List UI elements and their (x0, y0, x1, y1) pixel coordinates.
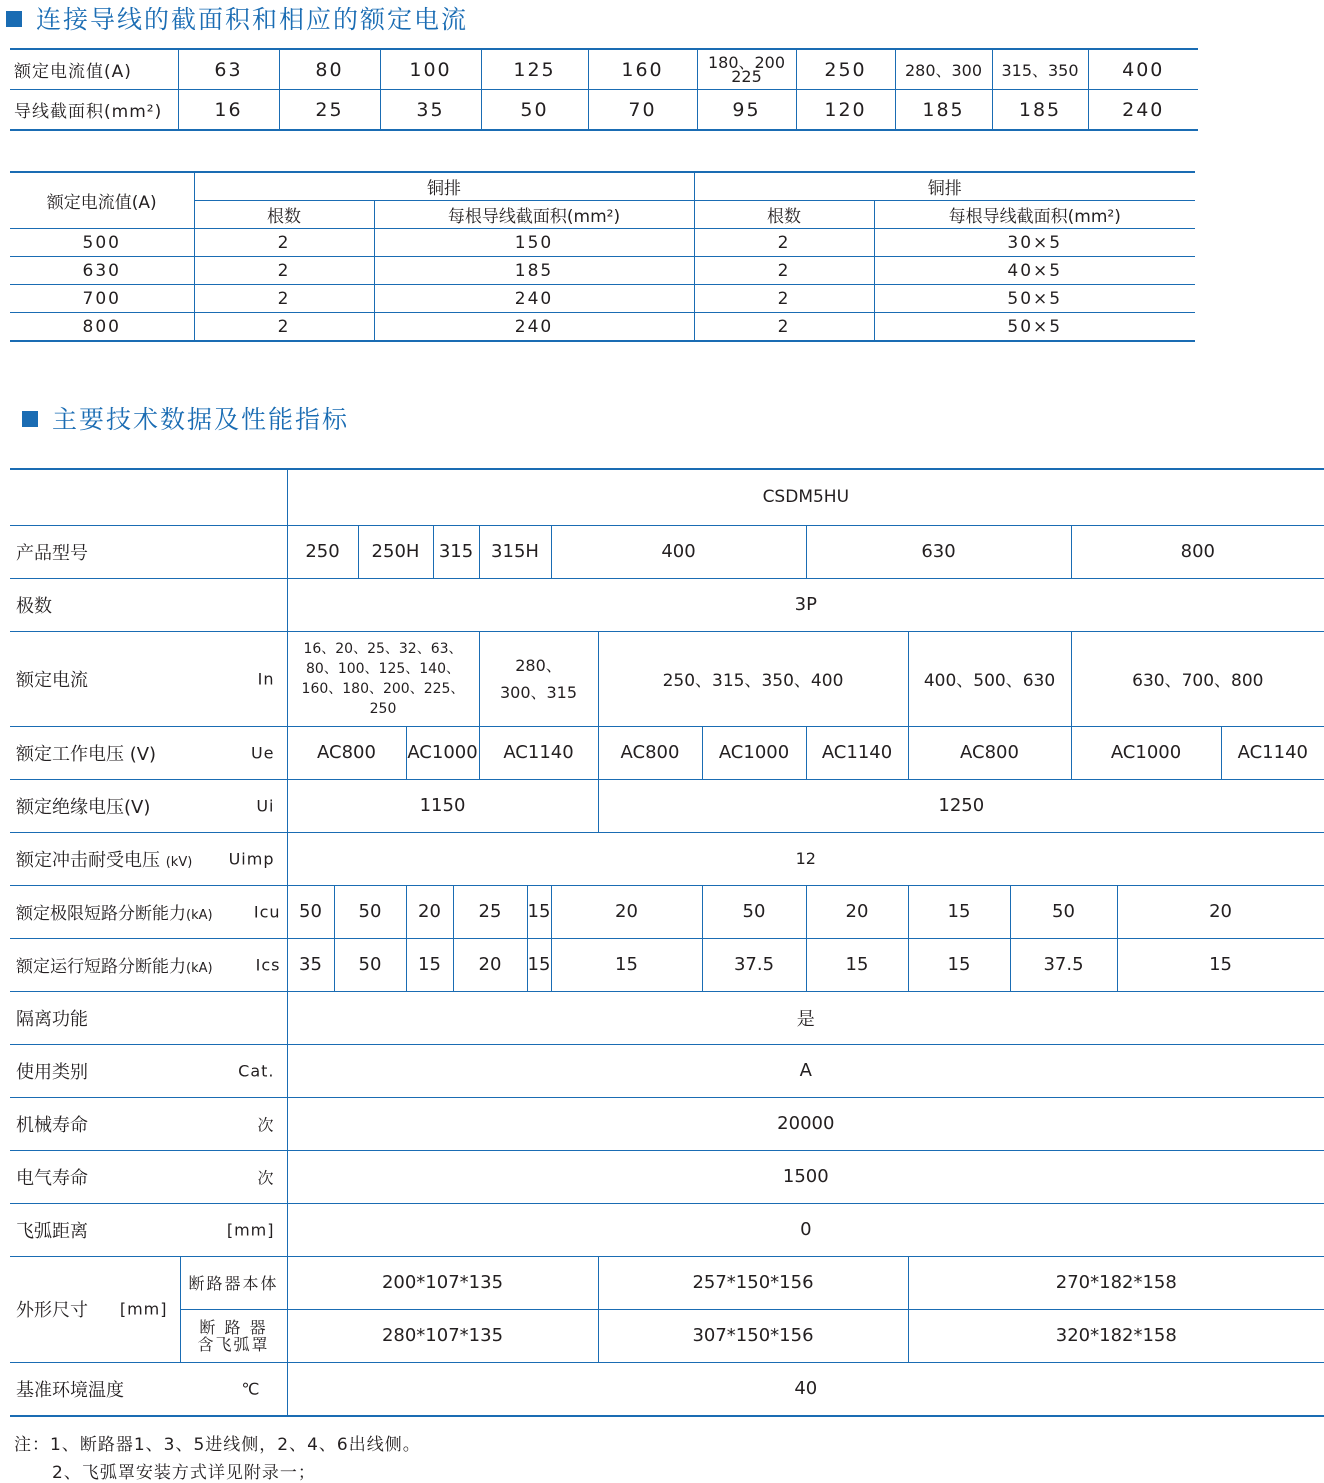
sub-label-line: 断 路 器 (199, 1317, 268, 1337)
cell: 400 (551, 525, 806, 578)
cell: 2 (194, 285, 374, 313)
cell-line: 180、200 (707, 52, 786, 72)
cell: 250 (796, 49, 895, 90)
table-row (10, 1203, 1324, 1256)
cell: 257*150*156 (598, 1256, 908, 1309)
cell: 15 (406, 938, 453, 991)
empty-corner (10, 469, 287, 525)
cell: 250、315、350、400 (598, 631, 908, 726)
table-row (10, 885, 1324, 938)
row-label: 额定运行短路分断能力(kA) Ics (10, 938, 287, 991)
table-row (10, 1044, 1324, 1097)
cell: 25 (279, 90, 380, 131)
row-label: 隔离功能 (10, 991, 287, 1044)
cell: 315H (479, 525, 551, 578)
cell: 315 (433, 525, 479, 578)
cell: 307*150*156 (598, 1309, 908, 1362)
cell: 2 (194, 313, 374, 342)
cell: 20000 (287, 1097, 1324, 1150)
cell: 185 (895, 90, 992, 131)
row-label: 基准环境温度 ℃ (10, 1362, 287, 1416)
cell: AC1140 (479, 726, 598, 779)
table-row (10, 525, 1324, 578)
cell: 250 (287, 525, 358, 578)
cell: AC1000 (702, 726, 806, 779)
cell: 270*182*158 (908, 1256, 1324, 1309)
table-row (10, 1362, 1324, 1416)
cell: 2 (694, 313, 874, 342)
cell: 15 (551, 938, 702, 991)
cell: 35 (380, 90, 481, 131)
cell: 125 (481, 49, 588, 90)
cell: 800 (10, 313, 194, 342)
cell: 2 (194, 229, 374, 257)
cell: 3P (287, 578, 1324, 631)
section-title-wire-area: 连接导线的截面积和相应的额定电流 (6, 0, 468, 36)
cell: 20 (1117, 885, 1324, 938)
row-label: 额定电流 In (10, 631, 287, 726)
table-row (10, 1150, 1324, 1203)
cell: AC1000 (1071, 726, 1221, 779)
cell: AC1140 (1221, 726, 1324, 779)
table-row (10, 991, 1324, 1044)
note-line: 2、飞弧罩安装方式详见附录一； (52, 1463, 316, 1483)
row-label: 额定极限短路分断能力(kA) Icu (10, 885, 287, 938)
row-label: 机械寿命 次 (10, 1097, 287, 1150)
tech-data-table (10, 468, 1324, 1417)
group-header: 铜排 (194, 172, 694, 201)
row-label: 额定电流值(A) (10, 49, 178, 90)
column-header: 每根导线截面积(mm²) (374, 201, 694, 229)
cell: 15 (908, 885, 1010, 938)
table-row (10, 313, 1195, 342)
cell: 是 (287, 991, 1324, 1044)
cell: 20 (551, 885, 702, 938)
cell: 240 (374, 285, 694, 313)
cell: 50×5 (874, 285, 1195, 313)
cell: AC800 (287, 726, 406, 779)
cell: 25 (453, 885, 527, 938)
cell: 2 (694, 229, 874, 257)
cell: 16 (178, 90, 279, 131)
cell: 16、20、25、32、63、80、100、125、140、160、180、200、225、250 (287, 631, 479, 726)
table-row (10, 578, 1324, 631)
cell: 250H (358, 525, 433, 578)
row-label: 导线截面积(mm²) (10, 90, 178, 131)
cell: 200*107*135 (287, 1256, 598, 1309)
corner-header: 额定电流值(A) (10, 172, 194, 229)
cell: 1150 (287, 779, 598, 832)
cell: AC800 (598, 726, 702, 779)
cell: 100 (380, 49, 481, 90)
cell: 700 (10, 285, 194, 313)
cell: 50 (287, 885, 334, 938)
cell: 50 (481, 90, 588, 131)
cell: 35 (287, 938, 334, 991)
table-row (10, 1097, 1324, 1150)
cell: 20 (406, 885, 453, 938)
cell: AC1000 (406, 726, 479, 779)
row-label: 外形尺寸 [mm] (10, 1256, 180, 1362)
table-row (10, 1256, 1324, 1309)
table-row (10, 49, 1198, 90)
model-series: CSDM5HU (287, 469, 1324, 525)
cell: 20 (453, 938, 527, 991)
cell: 320*182*158 (908, 1309, 1324, 1362)
cell: 280、300 (895, 49, 992, 90)
cell: 37.5 (702, 938, 806, 991)
cell: 160 (588, 49, 697, 90)
table-row (10, 832, 1324, 885)
cell: 15 (806, 938, 908, 991)
cell: 50 (334, 938, 406, 991)
cell: 37.5 (1010, 938, 1117, 991)
cell: 630 (10, 257, 194, 285)
cell: 500 (10, 229, 194, 257)
cell: 15 (527, 885, 551, 938)
row-label: 额定工作电压 (V) Ue (10, 726, 287, 779)
sub-label-line: 含飞弧罩 (197, 1334, 270, 1354)
copper-bar-table (10, 171, 1195, 342)
wire-area-table (10, 48, 1198, 131)
cell: 240 (1088, 90, 1198, 131)
cell: 63 (178, 49, 279, 90)
cell: 40×5 (874, 257, 1195, 285)
table-row (10, 469, 1324, 525)
table-header-row (10, 172, 1195, 201)
table-row (10, 1309, 1324, 1362)
column-header: 根数 (694, 201, 874, 229)
cell: 2 (694, 285, 874, 313)
row-label: 飞弧距离 [mm] (10, 1203, 287, 1256)
cell: 315、350 (992, 49, 1088, 90)
cell: 50 (702, 885, 806, 938)
cell (697, 49, 796, 90)
cell: 240 (374, 313, 694, 342)
row-label: 使用类别 Cat. (10, 1044, 287, 1097)
table-row (10, 257, 1195, 285)
sub-label: 断路器本体 (180, 1256, 287, 1309)
table-row (10, 631, 1324, 726)
cell: 50 (334, 885, 406, 938)
cell: 185 (374, 257, 694, 285)
cell: 95 (697, 90, 796, 131)
group-header: 铜排 (694, 172, 1195, 201)
cell: 630 (806, 525, 1071, 578)
cell: 185 (992, 90, 1088, 131)
row-label: 极数 (10, 578, 287, 631)
table-row (10, 229, 1195, 257)
cell: 2 (194, 257, 374, 285)
row-label: 额定绝缘电压(V) Ui (10, 779, 287, 832)
section-title-tech-data: 主要技术数据及性能指标 (22, 400, 349, 436)
row-label: 额定冲击耐受电压 (kV) Uimp (10, 832, 287, 885)
cell: 20 (806, 885, 908, 938)
cell: 15 (1117, 938, 1324, 991)
cell: 2 (694, 257, 874, 285)
table-row (10, 938, 1324, 991)
column-header: 根数 (194, 201, 374, 229)
cell: 0 (287, 1203, 1324, 1256)
cell: 12 (287, 832, 1324, 885)
cell: 800 (1071, 525, 1324, 578)
cell: 40 (287, 1362, 1324, 1416)
row-label: 电气寿命 次 (10, 1150, 287, 1203)
cell: 400 (1088, 49, 1198, 90)
cell: 15 (908, 938, 1010, 991)
column-header: 每根导线截面积(mm²) (874, 201, 1195, 229)
cell: 280、300、315 (479, 631, 598, 726)
cell: 280*107*135 (287, 1309, 598, 1362)
table-row (10, 779, 1324, 832)
cell: 1500 (287, 1150, 1324, 1203)
square-bullet-icon (6, 11, 22, 27)
cell: 80 (279, 49, 380, 90)
cell: 400、500、630 (908, 631, 1071, 726)
cell: 630、700、800 (1071, 631, 1324, 726)
cell: 30×5 (874, 229, 1195, 257)
cell: 70 (588, 90, 697, 131)
cell: AC800 (908, 726, 1071, 779)
table-row (10, 726, 1324, 779)
table-row (10, 90, 1198, 131)
square-bullet-icon (22, 411, 38, 427)
note-line: 注：1、断路器1、3、5进线侧，2、4、6出线侧。 (14, 1435, 421, 1455)
cell-line: 225 (731, 66, 762, 86)
row-label: 产品型号 (10, 525, 287, 578)
cell: 120 (796, 90, 895, 131)
cell: 50×5 (874, 313, 1195, 342)
cell: 1250 (598, 779, 1324, 832)
cell: 150 (374, 229, 694, 257)
cell: AC1140 (806, 726, 908, 779)
table-row (10, 285, 1195, 313)
cell: A (287, 1044, 1324, 1097)
sub-label (180, 1309, 287, 1362)
cell: 15 (527, 938, 551, 991)
cell: 50 (1010, 885, 1117, 938)
